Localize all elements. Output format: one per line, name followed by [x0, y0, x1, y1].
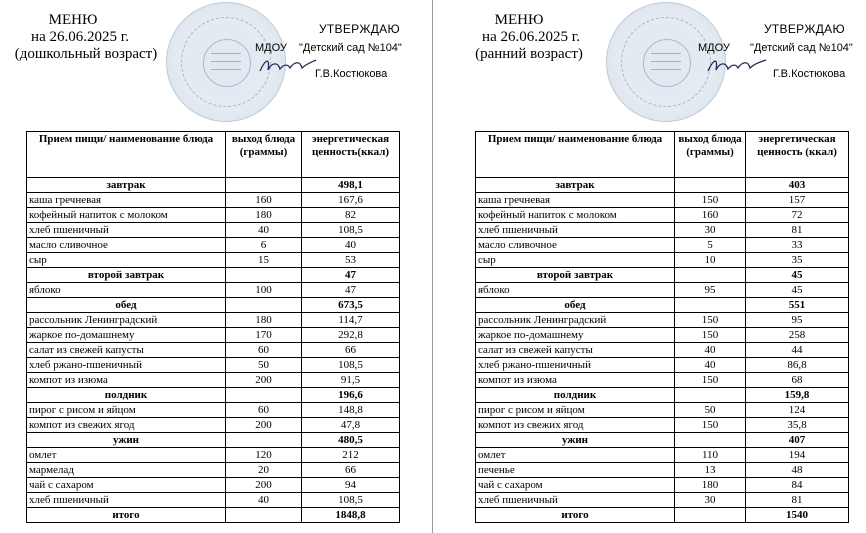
- table-row: [476, 208, 849, 223]
- table-row: [476, 313, 849, 328]
- energy-cell: 108,5: [302, 223, 400, 238]
- weight-cell: 40: [226, 223, 302, 238]
- right-menu-age: (ранний возраст): [475, 46, 583, 62]
- left-org-prefix: МДОУ: [255, 42, 287, 54]
- right-director-name: Г.В.Костюкова: [773, 68, 846, 80]
- dish-name-cell: кофейный напиток с молоком: [27, 208, 226, 223]
- table-row: [27, 208, 400, 223]
- dish-name-cell: хлеб ржано-пшеничный: [27, 358, 226, 373]
- dish-name-cell: каша гречневая: [476, 193, 675, 208]
- dish-name-cell: сыр: [27, 253, 226, 268]
- weight-cell: 180: [675, 478, 746, 493]
- right-menu-table: [475, 131, 849, 523]
- right-header-energy: энергетическая ценность (ккал): [746, 132, 849, 178]
- weight-cell: 160: [675, 208, 746, 223]
- energy-cell: 95: [746, 313, 849, 328]
- dish-name-cell: омлет: [27, 448, 226, 463]
- table-row: [27, 418, 400, 433]
- weight-cell: 40: [675, 343, 746, 358]
- weight-cell: [226, 508, 302, 523]
- energy-cell: 1540: [746, 508, 849, 523]
- right-header-weight: выход блюда (граммы): [675, 132, 746, 178]
- table-row: [27, 493, 400, 508]
- energy-cell: 157: [746, 193, 849, 208]
- right-org-name: "Детский сад №104": [750, 42, 853, 54]
- weight-cell: [675, 178, 746, 193]
- energy-cell: 47: [302, 283, 400, 298]
- dish-name-cell: масло сливочное: [27, 238, 226, 253]
- weight-cell: 30: [675, 223, 746, 238]
- energy-cell: 407: [746, 433, 849, 448]
- weight-cell: 200: [226, 373, 302, 388]
- table-row: [476, 403, 849, 418]
- weight-cell: 160: [226, 193, 302, 208]
- right-org-prefix: МДОУ: [698, 42, 730, 54]
- table-row: [27, 448, 400, 463]
- weight-cell: 13: [675, 463, 746, 478]
- weight-cell: [675, 268, 746, 283]
- dish-name-cell: хлеб пшеничный: [27, 223, 226, 238]
- table-row: [476, 193, 849, 208]
- meal-name-cell: полдник: [27, 388, 226, 403]
- energy-cell: 1848,8: [302, 508, 400, 523]
- table-row: [27, 283, 400, 298]
- dish-name-cell: компот из свежих ягод: [476, 418, 675, 433]
- table-row: [27, 343, 400, 358]
- weight-cell: 180: [226, 313, 302, 328]
- table-row: [476, 373, 849, 388]
- weight-cell: 150: [675, 313, 746, 328]
- weight-cell: 40: [226, 493, 302, 508]
- page-divider: [432, 0, 433, 533]
- dish-name-cell: хлеб пшеничный: [476, 223, 675, 238]
- table-row: [27, 223, 400, 238]
- meal-name-cell: второй завтрак: [27, 268, 226, 283]
- dish-name-cell: пирог с рисом и яйцом: [476, 403, 675, 418]
- table-row: [27, 373, 400, 388]
- energy-cell: 82: [302, 208, 400, 223]
- energy-cell: 148,8: [302, 403, 400, 418]
- right-table-body: [476, 178, 849, 523]
- weight-cell: 60: [226, 343, 302, 358]
- energy-cell: 35,8: [746, 418, 849, 433]
- meal-name-cell: обед: [476, 298, 675, 313]
- table-row: [476, 493, 849, 508]
- meal-row: [27, 268, 400, 283]
- weight-cell: [226, 268, 302, 283]
- weight-cell: 95: [675, 283, 746, 298]
- dish-name-cell: сыр: [476, 253, 675, 268]
- dish-name-cell: хлеб ржано-пшеничный: [476, 358, 675, 373]
- dish-name-cell: компот из изюма: [476, 373, 675, 388]
- right-approve-label: УТВЕРЖДАЮ: [764, 22, 845, 36]
- left-menu-date: на 26.06.2025 г.: [31, 29, 129, 45]
- meal-name-cell: полдник: [476, 388, 675, 403]
- table-row: [27, 328, 400, 343]
- table-row: [27, 478, 400, 493]
- right-signature: [706, 56, 768, 78]
- energy-cell: 551: [746, 298, 849, 313]
- weight-cell: 40: [675, 358, 746, 373]
- energy-cell: 81: [746, 223, 849, 238]
- energy-cell: 47: [302, 268, 400, 283]
- meal-row: [27, 388, 400, 403]
- right-table-header-row: [476, 132, 849, 178]
- dish-name-cell: компот из свежих ягод: [27, 418, 226, 433]
- weight-cell: 150: [675, 328, 746, 343]
- table-row: [476, 238, 849, 253]
- left-menu-table: [26, 131, 400, 523]
- weight-cell: [226, 388, 302, 403]
- energy-cell: 498,1: [302, 178, 400, 193]
- weight-cell: 5: [675, 238, 746, 253]
- energy-cell: 114,7: [302, 313, 400, 328]
- dish-name-cell: каша гречневая: [27, 193, 226, 208]
- meal-row: [27, 433, 400, 448]
- weight-cell: [675, 433, 746, 448]
- table-row: [476, 478, 849, 493]
- weight-cell: 150: [675, 193, 746, 208]
- energy-cell: 45: [746, 283, 849, 298]
- dish-name-cell: мармелад: [27, 463, 226, 478]
- left-approve-label: УТВЕРЖДАЮ: [319, 22, 400, 36]
- energy-cell: 44: [746, 343, 849, 358]
- dish-name-cell: масло сливочное: [476, 238, 675, 253]
- meal-row: [476, 298, 849, 313]
- energy-cell: 194: [746, 448, 849, 463]
- energy-cell: 258: [746, 328, 849, 343]
- energy-cell: 66: [302, 343, 400, 358]
- energy-cell: 81: [746, 493, 849, 508]
- meal-name-cell: завтрак: [27, 178, 226, 193]
- meal-name-cell: обед: [27, 298, 226, 313]
- table-row: [476, 223, 849, 238]
- table-row: [27, 253, 400, 268]
- weight-cell: 200: [226, 478, 302, 493]
- meal-row: [27, 298, 400, 313]
- energy-cell: 94: [302, 478, 400, 493]
- meal-name-cell: итого: [476, 508, 675, 523]
- dish-name-cell: хлеб пшеничный: [27, 493, 226, 508]
- table-row: [27, 358, 400, 373]
- weight-cell: 100: [226, 283, 302, 298]
- meal-row: [476, 508, 849, 523]
- weight-cell: 150: [675, 418, 746, 433]
- meal-name-cell: ужин: [27, 433, 226, 448]
- weight-cell: 180: [226, 208, 302, 223]
- table-row: [476, 328, 849, 343]
- weight-cell: [675, 298, 746, 313]
- energy-cell: 47,8: [302, 418, 400, 433]
- weight-cell: 170: [226, 328, 302, 343]
- dish-name-cell: омлет: [476, 448, 675, 463]
- dish-name-cell: рассольник Ленинградский: [476, 313, 675, 328]
- right-header-dish: Прием пищи/ наименование блюда: [476, 132, 675, 178]
- energy-cell: 45: [746, 268, 849, 283]
- weight-cell: 50: [226, 358, 302, 373]
- energy-cell: 403: [746, 178, 849, 193]
- weight-cell: 120: [226, 448, 302, 463]
- dish-name-cell: чай с сахаром: [476, 478, 675, 493]
- energy-cell: 86,8: [746, 358, 849, 373]
- energy-cell: 167,6: [302, 193, 400, 208]
- meal-name-cell: второй завтрак: [476, 268, 675, 283]
- right-menu-header: [464, 12, 614, 63]
- energy-cell: 124: [746, 403, 849, 418]
- dish-name-cell: салат из свежей капусты: [476, 343, 675, 358]
- energy-cell: 53: [302, 253, 400, 268]
- table-row: [476, 463, 849, 478]
- dish-name-cell: пирог с рисом и яйцом: [27, 403, 226, 418]
- left-menu-title: МЕНЮ: [48, 12, 98, 28]
- dish-name-cell: салат из свежей капусты: [27, 343, 226, 358]
- weight-cell: 200: [226, 418, 302, 433]
- weight-cell: 6: [226, 238, 302, 253]
- meal-name-cell: ужин: [476, 433, 675, 448]
- left-menu-header: [12, 12, 162, 63]
- meal-row: [476, 178, 849, 193]
- table-row: [27, 238, 400, 253]
- left-signature: [258, 56, 318, 78]
- meal-row: [27, 508, 400, 523]
- energy-cell: 91,5: [302, 373, 400, 388]
- dish-name-cell: чай с сахаром: [27, 478, 226, 493]
- energy-cell: 159,8: [746, 388, 849, 403]
- weight-cell: 110: [675, 448, 746, 463]
- left-header-energy: энергетическая ценность(ккал): [302, 132, 400, 178]
- weight-cell: [226, 178, 302, 193]
- left-menu-age: (дошкольный возраст): [14, 46, 158, 62]
- left-header-weight: выход блюда (граммы): [226, 132, 302, 178]
- energy-cell: 108,5: [302, 358, 400, 373]
- dish-name-cell: компот из изюма: [27, 373, 226, 388]
- energy-cell: 68: [746, 373, 849, 388]
- meal-name-cell: завтрак: [476, 178, 675, 193]
- weight-cell: 60: [226, 403, 302, 418]
- dish-name-cell: яблоко: [476, 283, 675, 298]
- table-row: [476, 283, 849, 298]
- left-table-body: [27, 178, 400, 523]
- table-row: [27, 313, 400, 328]
- left-org-name: "Детский сад №104": [299, 42, 402, 54]
- meal-row: [476, 433, 849, 448]
- weight-cell: [675, 388, 746, 403]
- dish-name-cell: яблоко: [27, 283, 226, 298]
- table-row: [476, 418, 849, 433]
- meal-row: [476, 388, 849, 403]
- weight-cell: [226, 298, 302, 313]
- weight-cell: [675, 508, 746, 523]
- right-menu-title: МЕНЮ: [494, 12, 544, 28]
- weight-cell: 15: [226, 253, 302, 268]
- table-row: [476, 358, 849, 373]
- table-row: [27, 463, 400, 478]
- meal-name-cell: итого: [27, 508, 226, 523]
- weight-cell: 20: [226, 463, 302, 478]
- energy-cell: 72: [746, 208, 849, 223]
- dish-name-cell: печенье: [476, 463, 675, 478]
- table-row: [476, 448, 849, 463]
- left-table-header-row: [27, 132, 400, 178]
- energy-cell: 84: [746, 478, 849, 493]
- weight-cell: 30: [675, 493, 746, 508]
- energy-cell: 480,5: [302, 433, 400, 448]
- table-row: [27, 403, 400, 418]
- energy-cell: 66: [302, 463, 400, 478]
- weight-cell: 50: [675, 403, 746, 418]
- dish-name-cell: жаркое по-домашнему: [476, 328, 675, 343]
- weight-cell: 10: [675, 253, 746, 268]
- table-row: [476, 253, 849, 268]
- energy-cell: 212: [302, 448, 400, 463]
- weight-cell: [226, 433, 302, 448]
- energy-cell: 48: [746, 463, 849, 478]
- energy-cell: 292,8: [302, 328, 400, 343]
- dish-name-cell: кофейный напиток с молоком: [476, 208, 675, 223]
- energy-cell: 196,6: [302, 388, 400, 403]
- dish-name-cell: хлеб пшеничный: [476, 493, 675, 508]
- dish-name-cell: жаркое по-домашнему: [27, 328, 226, 343]
- energy-cell: 40: [302, 238, 400, 253]
- meal-row: [476, 268, 849, 283]
- meal-row: [27, 178, 400, 193]
- energy-cell: 33: [746, 238, 849, 253]
- dish-name-cell: рассольник Ленинградский: [27, 313, 226, 328]
- energy-cell: 108,5: [302, 493, 400, 508]
- energy-cell: 673,5: [302, 298, 400, 313]
- left-director-name: Г.В.Костюкова: [315, 68, 388, 80]
- weight-cell: 150: [675, 373, 746, 388]
- left-header-dish: Прием пищи/ наименование блюда: [27, 132, 226, 178]
- right-menu-date: на 26.06.2025 г.: [482, 29, 580, 45]
- energy-cell: 35: [746, 253, 849, 268]
- table-row: [27, 193, 400, 208]
- table-row: [476, 343, 849, 358]
